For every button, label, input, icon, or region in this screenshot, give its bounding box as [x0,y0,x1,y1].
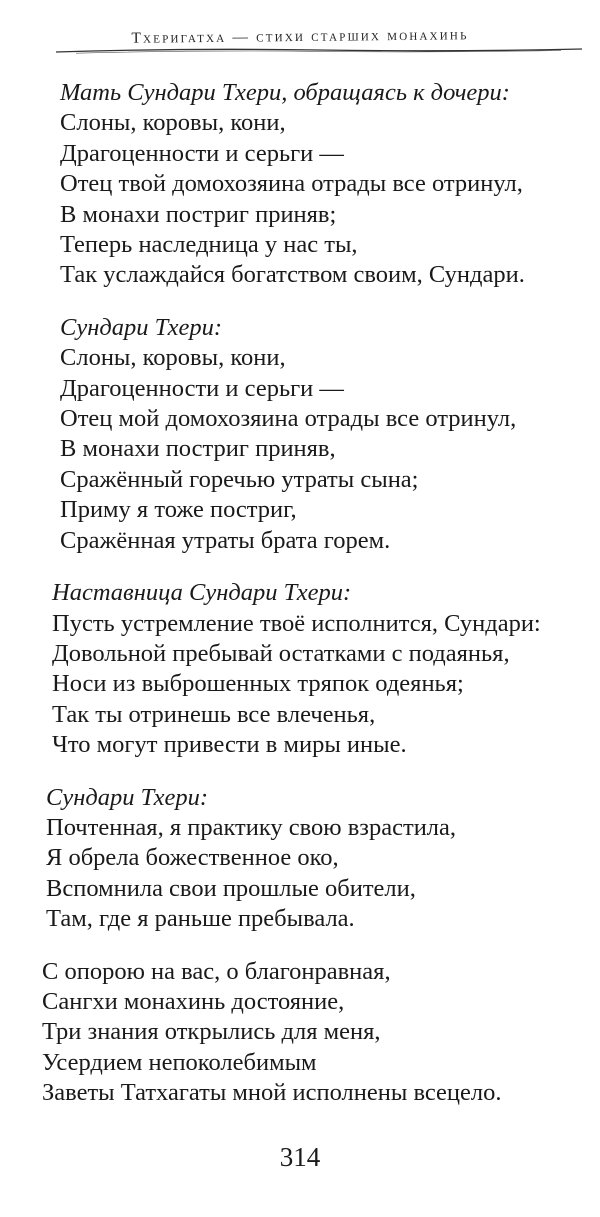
speaker-label: Сундари Тхери: [60,313,223,341]
running-head: Тхеригатха — стихи старших монахинь [131,26,469,47]
stanza-5 [42,957,584,1109]
poem-text [42,78,584,1131]
verse-line: Что могут привести в миры иные. [52,731,407,759]
verse-line: Драгоценности и серьги — [60,374,344,402]
verse-line: Там, где я раньше пребывала. [46,905,355,933]
verse-line: В монахи постриг приняв, [60,435,336,463]
verse-line: Сангхи монахинь достояние, [42,987,345,1015]
speaker-label: Сундари Тхери: [46,783,209,811]
verse-line: Приму я тоже постриг, [60,496,297,524]
verse-line: Довольной пребывай остатками с подаянья, [52,639,510,667]
verse-line: Теперь наследница у нас ты, [60,231,358,259]
verse-line: Слоны, коровы, кони, [60,344,286,372]
verse-line: Так ты отринешь все влеченья, [52,700,376,728]
verse-line: Я обрела божественное око, [46,844,339,872]
verse-line: Драгоценности и серьги — [60,139,344,167]
verse-line: Отец мой домохозяина отрады все отринул, [60,405,517,433]
verse-line: Так услаждайся богатством своим, Сундари. [60,261,525,289]
verse-line: Пусть устремление твоё исполнится, Сундари: [52,609,541,637]
speaker-label: Мать Сундари Тхери, обращаясь к дочери: [60,79,510,106]
verse-line: Вспомнила свои прошлые обители, [46,874,416,902]
verse-line: Сражённая утраты брата горем. [60,526,391,554]
stanza-2 [60,313,584,556]
verse-line: Усердием непоколебимым [42,1048,317,1076]
verse-line: Отец твой домохозяина отрады все отринул, [60,170,523,198]
verse-line: В монахи постриг приняв; [60,200,337,228]
verse-line: Три знания открылись для меня, [42,1018,381,1046]
verse-line: Заветы Татхагаты мной исполнены всецело. [42,1079,502,1107]
verse-line: С опорою на вас, о благонравная, [42,957,391,985]
verse-line: Почтенная, я практику свою взрастила, [46,813,457,841]
page-number: 314 [279,1142,321,1172]
stanza-3 [52,578,584,760]
verse-line: Носи из выброшенных тряпок одеянья; [52,670,464,698]
running-head-rule [56,46,582,56]
verse-line: Сражённый горечью утраты сына; [60,465,419,493]
verse-line: Слоны, коровы, кони, [60,109,286,137]
stanza-4 [46,783,584,935]
speaker-label: Наставница Сундари Тхери: [52,579,352,607]
stanza-1 [60,78,584,291]
